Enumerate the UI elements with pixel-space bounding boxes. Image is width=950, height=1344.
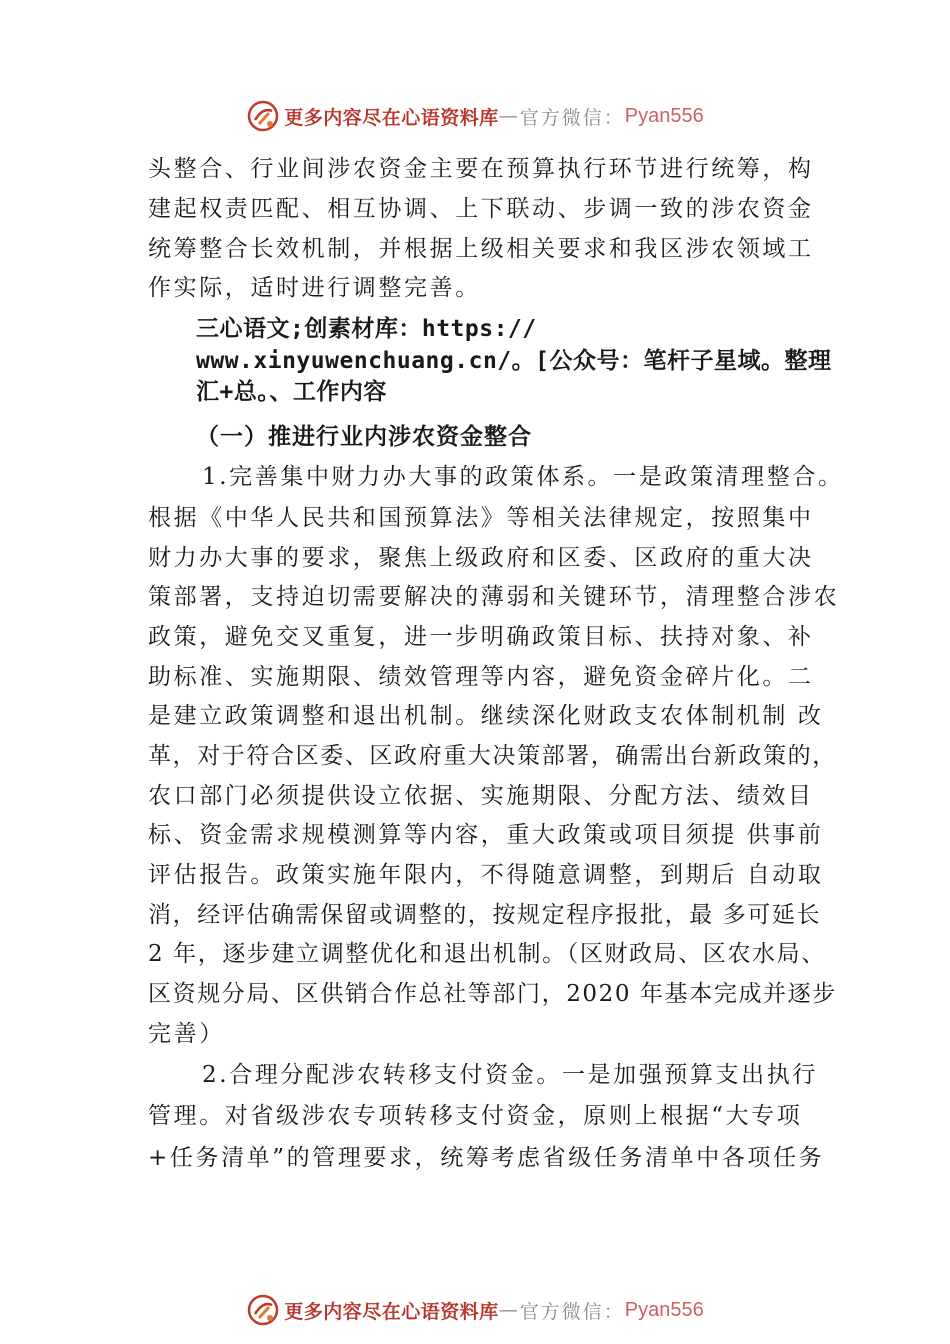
para1-line: 完善） bbox=[148, 1021, 225, 1047]
intro-line: 统筹整合长效机制，并根据上级相关要求和我区涉农领域工 bbox=[148, 236, 814, 262]
watermark-wechat-id: Pyan556 bbox=[624, 104, 704, 127]
para1-line: 2 年，逐步建立调整优化和退出机制。（区财政局、区农水局、 bbox=[148, 941, 826, 967]
para1-line: 农口部门必须提供设立依据、实施期限、分配方法、绩效目 bbox=[148, 783, 814, 809]
brand-logo-icon bbox=[246, 99, 280, 133]
para1-line: 消，经评估确需保留或调整的，按规定程序报批，最 多可延长 bbox=[148, 902, 822, 928]
watermark-wechat-label: 官方微信： bbox=[519, 106, 625, 129]
para1-line: 是建立政策调整和退出机制。继续深化财政支农体制机制 改 bbox=[148, 703, 824, 729]
watermark-footer bbox=[0, 1290, 950, 1330]
para2-line: +任务清单”的管理要求，统筹考虑省级任务清单中各项任务 bbox=[148, 1145, 825, 1171]
para1-line: 评估报告。政策实施年限内，不得随意调整，到期后 自动取 bbox=[148, 862, 824, 888]
para1-line: 策部署，支持迫切需要解决的薄弱和关键环节，清理整合涉农 bbox=[148, 584, 840, 610]
para1-line: 革，对于符合区委、区政府重大决策部署，确需出台新政策的， bbox=[148, 743, 837, 769]
watermark-wechat-id: Pyan556 bbox=[624, 1298, 704, 1321]
para1-line: 助标准、实施期限、绩效管理等内容，避免资金碎片化。二 bbox=[148, 664, 814, 690]
ad-line: 汇+总。、工作内容 bbox=[196, 379, 387, 405]
section-heading: （一）推进行业内涉农资金整合 bbox=[196, 424, 532, 450]
para1-line: 区资规分局、区供销合作总社等部门，2020 年基本完成并逐步 bbox=[148, 981, 837, 1007]
para1-line: 1.完善集中财力办大事的政策体系。一是政策清理整合。 bbox=[202, 464, 844, 490]
para1-line: 政策，避免交叉重复，进一步明确政策目标、扶持对象、补 bbox=[148, 624, 814, 650]
watermark-dash: — bbox=[498, 105, 520, 127]
para2-line: 2.合理分配涉农转移支付资金。一是加强预算支出执行 bbox=[202, 1062, 818, 1088]
para1-line: 根据《中华人民共和国预算法》等相关法律规定，按照集中 bbox=[148, 505, 814, 531]
para2-line: 管理。对省级涉农专项转移支付资金，原则上根据“大专项 bbox=[148, 1103, 803, 1129]
brand-logo-icon bbox=[246, 1293, 280, 1327]
intro-line: 头整合、行业间涉农资金主要在预算执行环节进行统筹，构 bbox=[148, 156, 814, 182]
watermark-dash: — bbox=[498, 1299, 520, 1321]
intro-line: 建起权责匹配、相互协调、上下联动、步调一致的涉农资金 bbox=[148, 196, 814, 222]
intro-line: 作实际，适时进行调整完善。 bbox=[148, 275, 481, 301]
watermark-wechat-label: 官方微信： bbox=[519, 1300, 625, 1323]
ad-line: www.xinyuwenchuang.cn/。[公众号：笔杆子星域。整理 bbox=[196, 348, 832, 374]
para1-line: 财力办大事的要求，聚焦上级政府和区委、区政府的重大决 bbox=[148, 545, 814, 571]
watermark-brand: 更多内容尽在心语资料库 bbox=[284, 106, 499, 129]
para1-line: 标、资金需求规模测算等内容，重大政策或项目须提 供事前 bbox=[148, 822, 824, 848]
watermark-brand: 更多内容尽在心语资料库 bbox=[284, 1300, 499, 1323]
watermark-header bbox=[0, 96, 950, 136]
ad-line: 三心语文;创素材库：https:// bbox=[196, 316, 537, 342]
